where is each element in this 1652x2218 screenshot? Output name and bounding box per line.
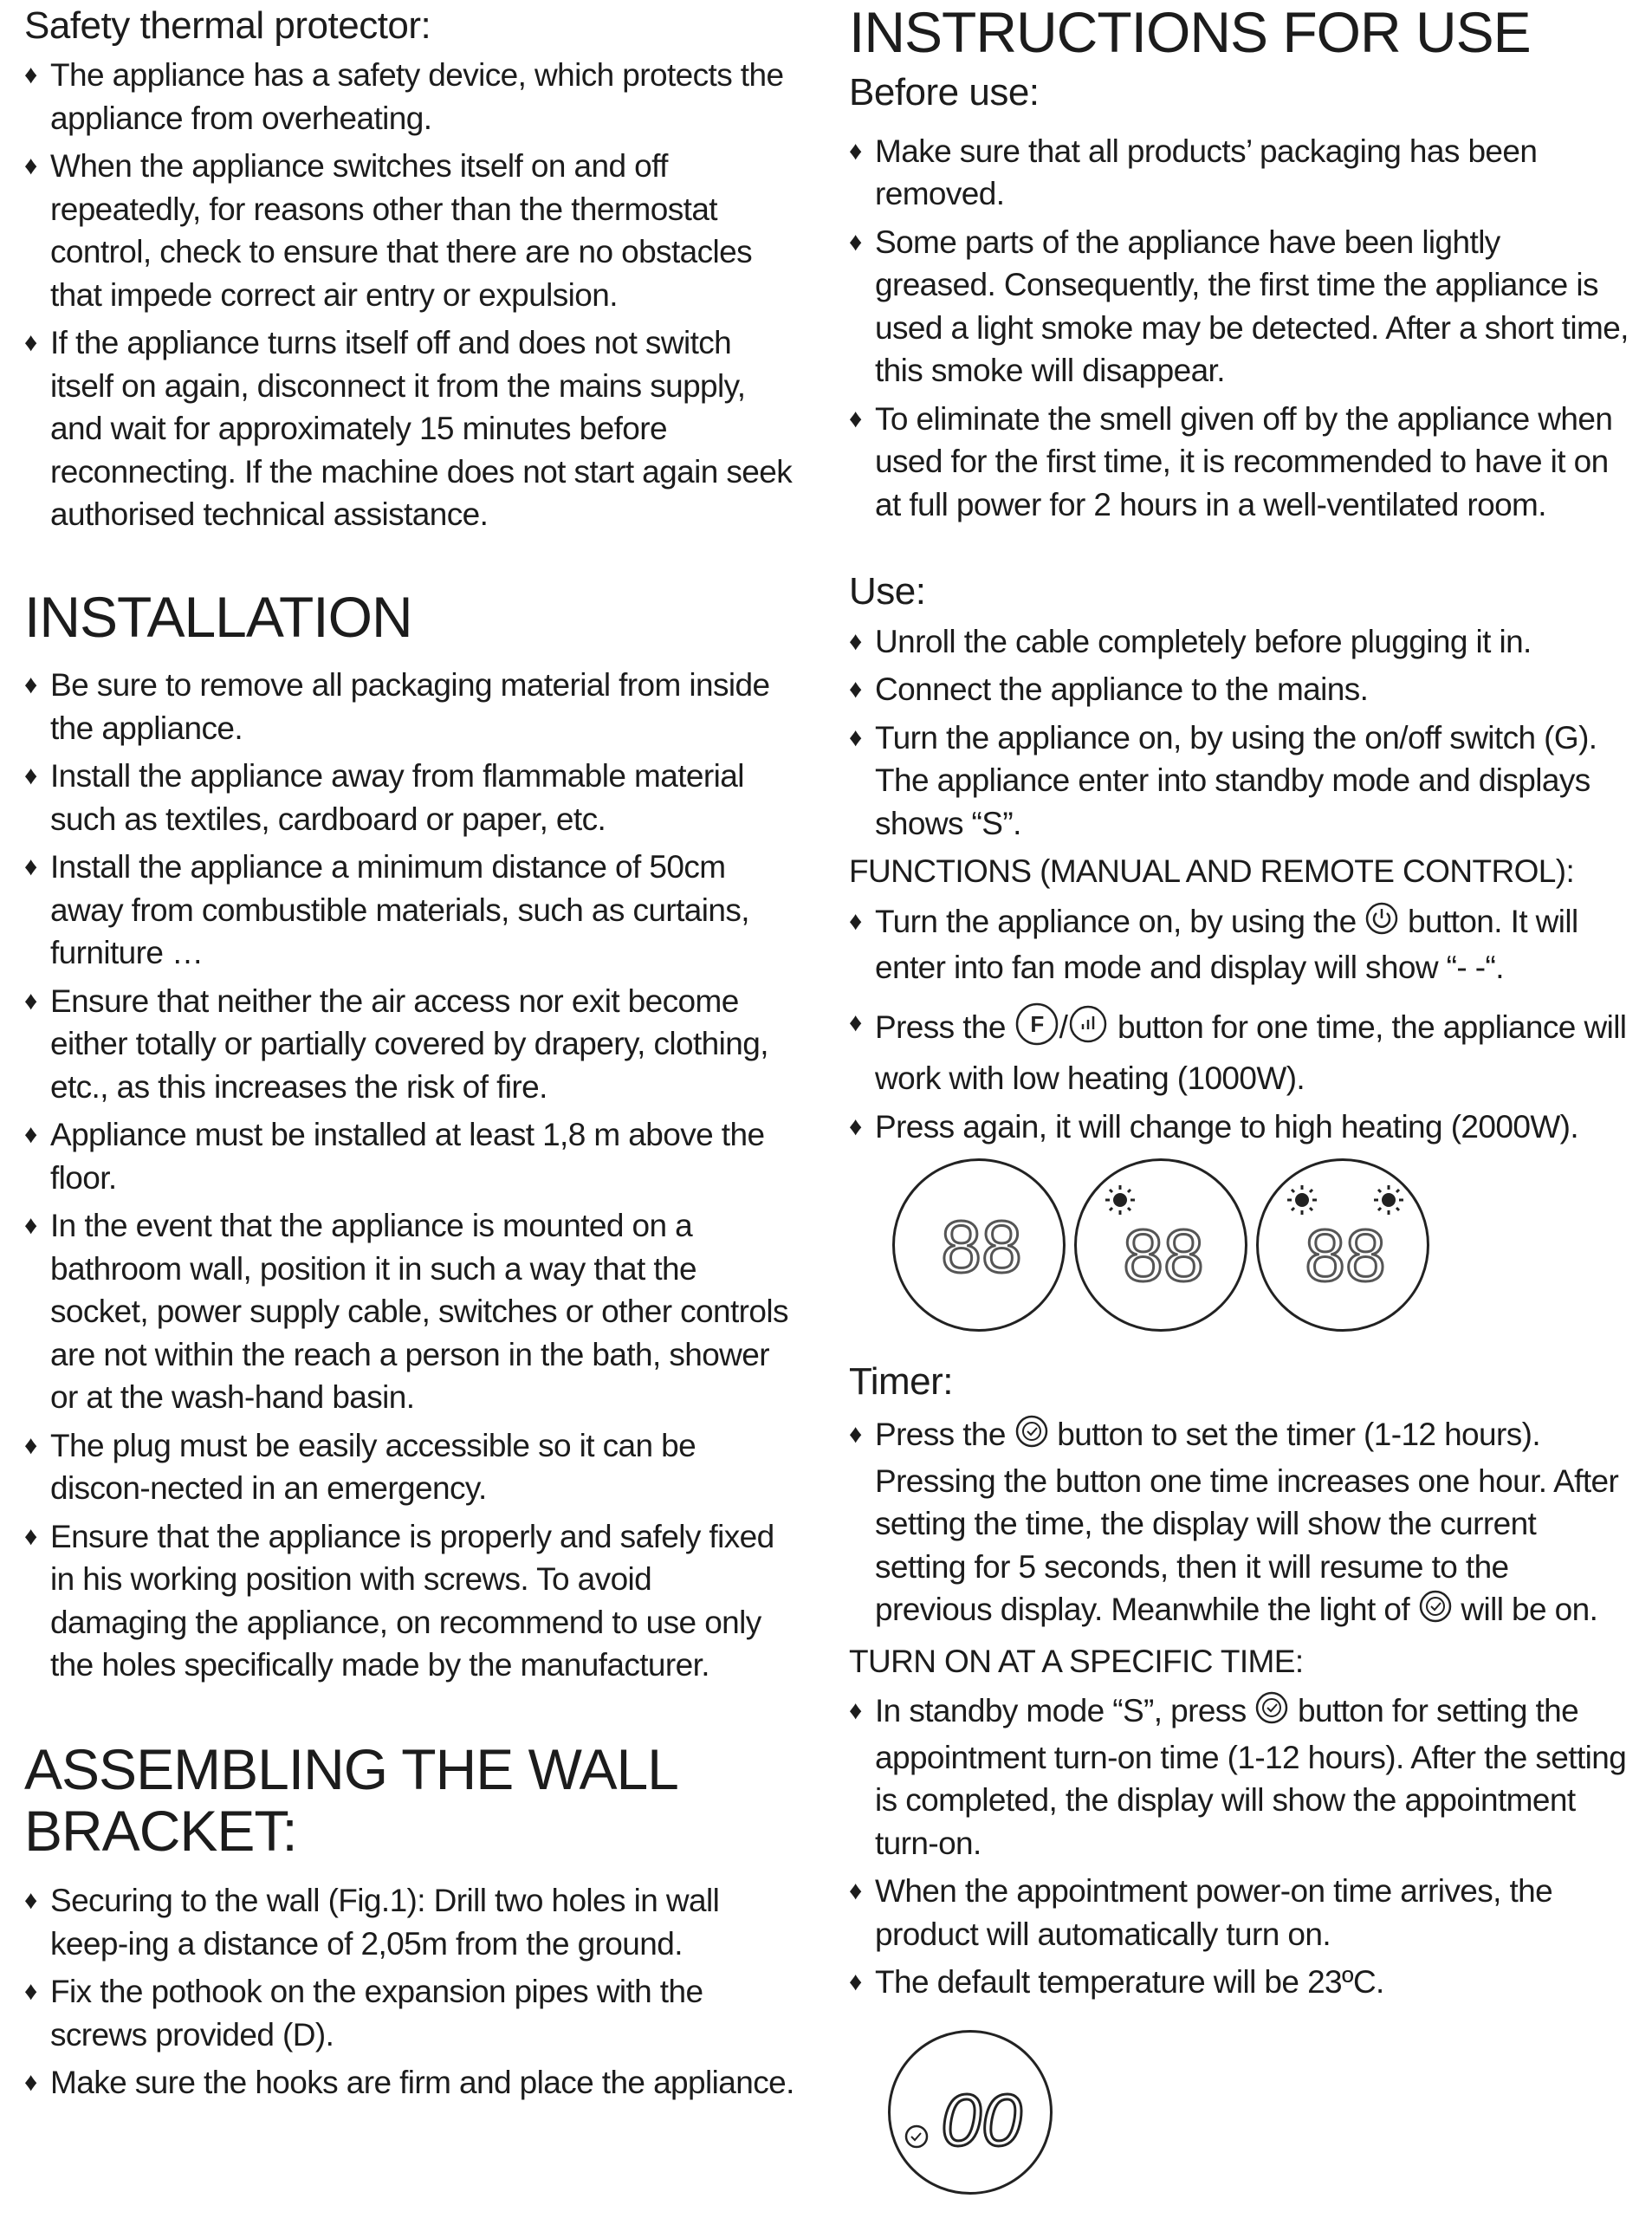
list-item: ♦ In the event that the appliance is mounted on a bathroom wall, position it in such a way that the socket, power supply cable, switches or other controls are not within the reach a person in the bath, shower or at the wash-hand basin.: [24, 1204, 795, 1419]
timer-list: [849, 1413, 1629, 1634]
list-item: ♦ Make sure the hooks are firm and place the appliance.: [24, 2061, 795, 2105]
timer-item-text-before: Press the: [875, 1417, 1006, 1453]
sun-icon: [1374, 1185, 1403, 1215]
list-item: ♦ Some parts of the appliance have been lightly greased. Consequently, the first time the appliance is used a light smoke may be detected. After a short time, this smoke will disappear.: [849, 221, 1629, 392]
timer-icon: [1254, 1690, 1289, 1736]
right-column: [849, 0, 1629, 2203]
safety-heading: Safety thermal protector:: [24, 4, 431, 47]
list-item: ♦ To eliminate the smell given off by the appliance when used for the first time, it is recommended to have it on at full power for 2 hours in a well-ventilated room.: [849, 398, 1629, 527]
assembling-list: [24, 1879, 795, 2105]
safety-list: [24, 54, 795, 536]
list-item: ♦ Securing to the wall (Fig.1): Drill two holes in wall keep-ing a distance of 2,05m from the ground.: [24, 1879, 795, 1965]
before-use-list: [849, 130, 1629, 527]
assembling-heading-line2: BRACKET:: [24, 1798, 297, 1863]
power-item-text-before: Turn the appliance on, by using the: [875, 903, 1357, 939]
installation-list: [24, 664, 795, 1687]
timer-icon: [1014, 1414, 1049, 1460]
list-item: ♦ Ensure that neither the air access nor exit become either totally or partially covered by drapery, clothing, etc., as this increases the risk of fire.: [24, 980, 795, 1109]
list-item: [849, 900, 1629, 989]
list-item: [849, 1413, 1629, 1634]
list-item: [849, 1689, 1629, 1865]
list-item: ♦ The default temperature will be 23ºC.: [849, 1961, 1629, 2004]
sun-icon: [1287, 1185, 1317, 1215]
list-item: [849, 1002, 1629, 1100]
display-high-heat: [1256, 1158, 1429, 1332]
display-fan-mode: [892, 1158, 1066, 1332]
display-digits: 88: [1305, 1215, 1386, 1297]
f-item-text-after: button for one time, the appliance will work with low heating (1000W).: [875, 1008, 1627, 1097]
before-use-heading: Before use:: [849, 71, 1040, 114]
list-item: ♦ Unroll the cable completely before plugging it in.: [849, 620, 1629, 664]
list-item: ♦ Install the appliance away from flammable material such as textiles, cardboard or paper, etc.: [24, 755, 795, 840]
installation-heading: INSTALLATION: [24, 584, 412, 649]
sun-icon: [1105, 1185, 1135, 1215]
list-item: ♦ Ensure that the appliance is properly and safely fixed in his working position with screws. To avoid damaging the appliance, on recommend to use only the holes specifically made by the manufacturer.: [24, 1515, 795, 1687]
list-item: ♦ If the appliance turns itself off and does not switch itself on again, disconnect it from the mains supply, and wait for approximately 15 minutes before reconnecting. If the machine does not start again seek authorised technical assistance.: [24, 321, 795, 536]
specific-time-list: [849, 1689, 1629, 2003]
list-item: ♦ When the appointment power-on time arrives, the product will automatically turn on.: [849, 1870, 1629, 1955]
display-timer: [888, 2030, 1053, 2195]
timer-item-text-middle: button to set the timer (1-12 hours). Pressing the button one time increases one hour. After setting the time, the display will show the current setting for 5 seconds, then it will resume to the previous display. Meanwhile the light of: [875, 1417, 1619, 1628]
use-heading: Use:: [849, 570, 926, 613]
f-mode-icon: [1014, 1002, 1059, 1058]
display-digits: 88: [1123, 1215, 1204, 1297]
list-item: ♦ The appliance has a safety device, which protects the appliance from overheating.: [24, 54, 795, 139]
list-item: ♦ Appliance must be installed at least 1,8 m above the floor.: [24, 1113, 795, 1199]
list-item: ♦ Press again, it will change to high heating (2000W).: [849, 1106, 1629, 1149]
functions-heading: FUNCTIONS (MANUAL AND REMOTE CONTROL):: [849, 853, 1575, 890]
power-icon: [1364, 901, 1399, 947]
list-item: ♦ Turn the appliance on, by using the on/off switch (G). The appliance enter into standby mode and displays shows “S”.: [849, 717, 1629, 846]
functions-list: [849, 900, 1629, 1148]
svg-text:F: F: [1029, 1010, 1044, 1037]
list-item: ♦ Fix the pothook on the expansion pipes with the screws provided (D).: [24, 1970, 795, 2056]
display-low-heat: [1074, 1158, 1247, 1332]
timer-heading: Timer:: [849, 1360, 954, 1404]
list-item: ♦ Make sure that all products’ packaging has been removed.: [849, 130, 1629, 216]
instructions-title: INSTRUCTIONS FOR USE: [849, 0, 1531, 64]
timer-item-text-after: will be on.: [1461, 1592, 1598, 1628]
assembling-heading-line1: ASSEMBLING THE WALL: [24, 1736, 678, 1801]
left-column: [24, 0, 795, 2110]
assembling-heading: [24, 1736, 795, 1863]
display-digits: 88: [941, 1206, 1022, 1288]
specific-time-heading: TURN ON AT A SPECIFIC TIME:: [849, 1643, 1304, 1679]
timer-icon: [1418, 1589, 1453, 1635]
list-item: ♦ Connect the appliance to the mains.: [849, 668, 1629, 711]
f-item-slash: /: [1059, 1008, 1068, 1045]
list-item: ♦ Be sure to remove all packaging material from inside the appliance.: [24, 664, 795, 749]
heat-level-icon: [1067, 1003, 1109, 1056]
timer-display-digits: 00: [941, 2079, 1022, 2161]
f-item-text-before: Press the: [875, 1008, 1006, 1045]
specific-item-text-after: button for setting the appointment turn-on time (1-12 hours). After the setting is completed, the display will show the appointment turn-on.: [875, 1693, 1627, 1861]
timer-display-wrap: [888, 2030, 1629, 2203]
list-item: ♦ Install the appliance a minimum distance of 50cm away from combustible materials, such as curtains, furniture …: [24, 846, 795, 975]
display-panels: [892, 1158, 1629, 1349]
timer-icon: [906, 2126, 927, 2147]
power-item-text-after: button. It will enter into fan mode and display will show “- -“.: [875, 903, 1578, 986]
use-list: [849, 620, 1629, 846]
specific-item-text-before: In standby mode “S”, press: [875, 1693, 1247, 1729]
list-item: ♦ When the appliance switches itself on and off repeatedly, for reasons other than the thermostat control, check to ensure that there are no obstacles that impede correct air entry or expulsion.: [24, 145, 795, 316]
list-item: ♦ The plug must be easily accessible so it can be discon-nected in an emergency.: [24, 1424, 795, 1510]
